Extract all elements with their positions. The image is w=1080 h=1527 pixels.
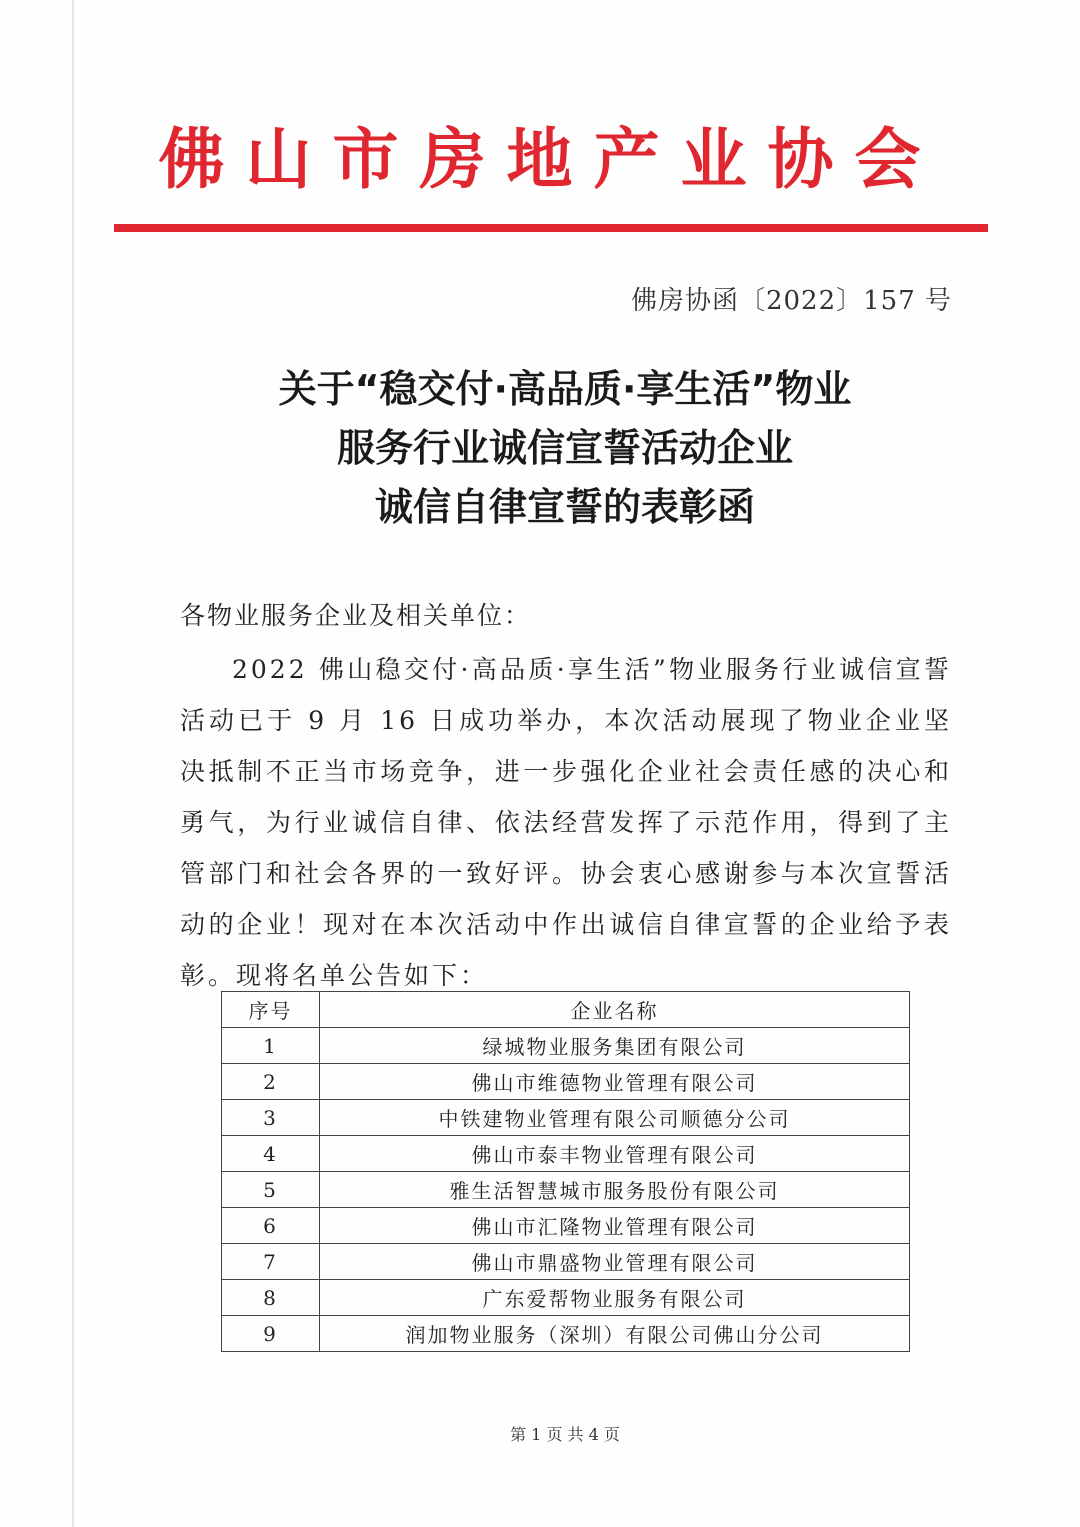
enterprise-list-table <box>221 991 910 1352</box>
row-enterprise-name: 佛山市泰丰物业管理有限公司 <box>320 1136 910 1172</box>
organization-header: 佛山市房地产业协会 <box>158 120 942 198</box>
row-enterprise-name: 雅生活智慧城市服务股份有限公司 <box>320 1172 910 1208</box>
document-title <box>180 360 950 537</box>
header-red-rule <box>114 224 988 232</box>
row-enterprise-name: 中铁建物业管理有限公司顺德分公司 <box>320 1100 910 1136</box>
table-row <box>222 1208 910 1244</box>
row-enterprise-name: 广东爱帮物业服务有限公司 <box>320 1280 910 1316</box>
row-enterprise-name: 润加物业服务（深圳）有限公司佛山分公司 <box>320 1316 910 1352</box>
row-index: 6 <box>222 1208 320 1244</box>
scan-edge-divider <box>72 0 74 1527</box>
table-row <box>222 1280 910 1316</box>
table-row <box>222 1100 910 1136</box>
row-index: 5 <box>222 1172 320 1208</box>
row-enterprise-name: 佛山市汇隆物业管理有限公司 <box>320 1208 910 1244</box>
row-enterprise-name: 佛山市鼎盛物业管理有限公司 <box>320 1244 910 1280</box>
table-row <box>222 1136 910 1172</box>
header-enterprise-name: 企业名称 <box>320 992 910 1028</box>
row-index: 3 <box>222 1100 320 1136</box>
row-enterprise-name: 绿城物业服务集团有限公司 <box>320 1028 910 1064</box>
table-row <box>222 1064 910 1100</box>
row-index: 9 <box>222 1316 320 1352</box>
title-line-1: 关于“稳交付·高品质·享生活”物业 <box>278 367 852 411</box>
title-line-2: 服务行业诚信宣誓活动企业 <box>336 426 793 470</box>
salutation: 各物业服务企业及相关单位： <box>180 601 532 630</box>
row-enterprise-name: 佛山市维德物业管理有限公司 <box>320 1064 910 1100</box>
title-line-3: 诚信自律宣誓的表彰函 <box>374 485 755 529</box>
table-row <box>222 1244 910 1280</box>
table-header-row <box>222 992 910 1028</box>
header-index: 序号 <box>222 992 320 1028</box>
row-index: 4 <box>222 1136 320 1172</box>
table-row <box>222 1028 910 1064</box>
row-index: 8 <box>222 1280 320 1316</box>
table-row <box>222 1172 910 1208</box>
body-paragraph: 2022 佛山稳交付·高品质·享生活”物业服务行业诚信宣誓活动已于 9 月 16 日成功举办，本次活动展现了物业企业坚决抵制不正当市场竞争，进一步强化企业社会责任感的决心和勇气，为行业诚信自律、依法经营发挥了示范作用，得到了主管部门和社会各界的一致好评。协会衷心感谢参与本次宣誓活动的企业！现对在本次活动中作出诚信自律宣誓的企业给予表彰。现将名单公告如下： <box>180 655 952 990</box>
table-row <box>222 1316 910 1352</box>
row-index: 1 <box>222 1028 320 1064</box>
row-index: 2 <box>222 1064 320 1100</box>
document-number: 佛房协函〔2022〕157 号 <box>630 286 952 316</box>
page-indicator: 第 1 页 共 4 页 <box>510 1425 620 1444</box>
row-index: 7 <box>222 1244 320 1280</box>
